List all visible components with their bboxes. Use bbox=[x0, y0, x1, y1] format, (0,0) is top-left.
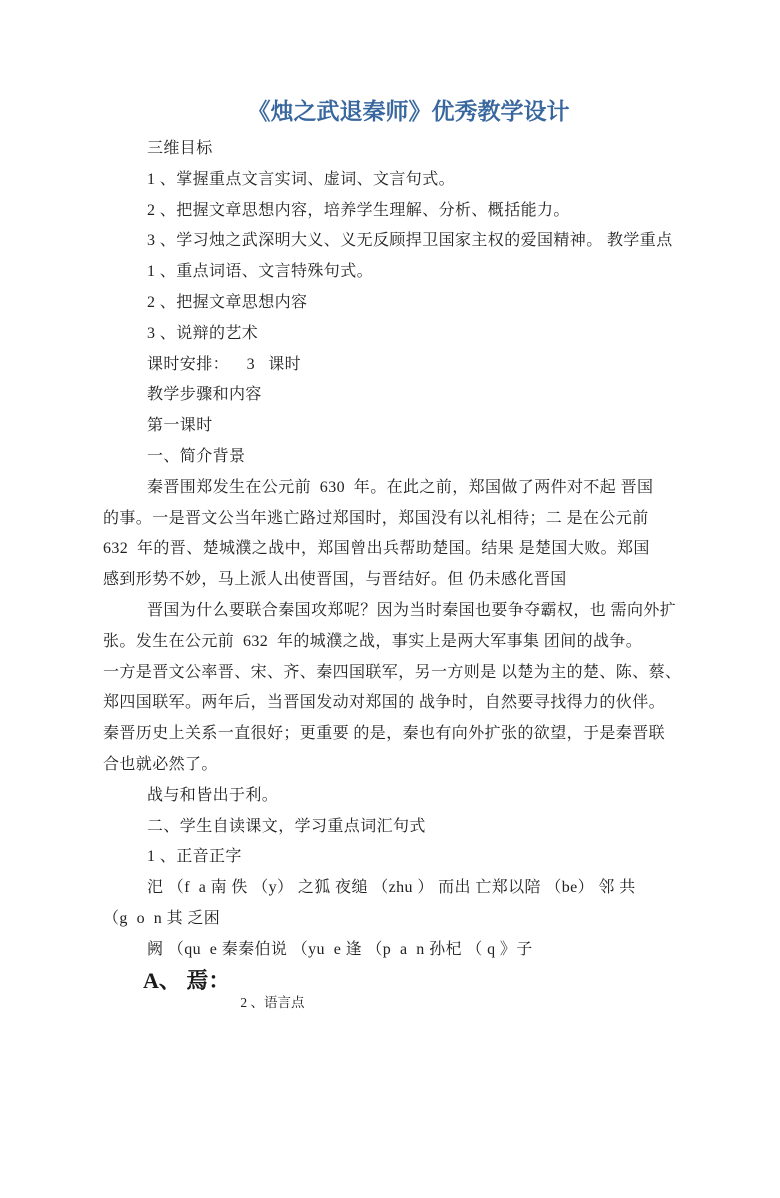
document-title: 《烛之武退秦师》优秀教学设计 bbox=[247, 99, 570, 124]
text-line: 1 、正音正字 bbox=[147, 848, 242, 866]
text-line: 课时安排： 3 课时 bbox=[147, 355, 302, 373]
text-line: （g o n 其 乏困 bbox=[103, 909, 221, 927]
text-line: 1 、掌握重点文言实词、虚词、文言句式。 bbox=[147, 170, 456, 188]
inline-formula-text: A、 焉： bbox=[143, 967, 231, 993]
text-line: 一方是晋文公率晋、宋、齐、秦四国联军，另一方则是 以楚为主的楚、陈、蔡、 bbox=[103, 663, 682, 681]
document-page bbox=[0, 95, 780, 1198]
text-line: 晋国为什么要联合秦国攻郑呢？因为当时秦国也要争夺霸权，也 需向外扩 bbox=[147, 601, 677, 619]
text-line: 2 、把握文章思想内容 bbox=[147, 293, 308, 311]
text-line: 教学步骤和内容 bbox=[147, 386, 262, 404]
text-line: 第一课时 bbox=[147, 417, 213, 435]
text-line: 秦晋围郑发生在公元前 630 年。在此之前，郑国做了两件对不起 晋国 bbox=[147, 478, 654, 496]
text-line: 阙 （qu e 秦秦伯说 （yu e 逢 （p a n 孙杞 （ q 》子 bbox=[147, 940, 533, 958]
text-line: 三维目标 bbox=[147, 140, 213, 157]
text-line: 的事。一是晋文公当年逃亡路过郑国时，郑国没有以礼相待；二 是在公元前 bbox=[103, 509, 649, 527]
text-line: 2 、把握文章思想内容，培养学生理解、分析、概括能力。 bbox=[147, 201, 570, 219]
text-line: 3 、学习烛之武深明大义、义无反顾捍卫国家主权的爱国精神。 教学重点 bbox=[147, 232, 673, 250]
language-points-label: 2 、语言点 bbox=[240, 994, 305, 1010]
text-line: 秦晋历史上关系一直很好；更重要 的是，秦也有向外扩张的欲望，于是秦晋联 bbox=[103, 725, 666, 743]
text-line: 一、简介背景 bbox=[147, 447, 246, 465]
text-line: 632 年的晋、楚城濮之战中，郑国曾出兵帮助楚国。结果 是楚国大败。郑国 bbox=[103, 540, 650, 558]
text-line: 合也就必然了。 bbox=[103, 755, 218, 773]
text-line: 感到形势不妙，马上派人出使晋国，与晋结好。但 仍未感化晋国 bbox=[103, 571, 567, 589]
document-body bbox=[103, 134, 703, 966]
text-line: 战与和皆出于利。 bbox=[147, 786, 279, 804]
text-line: 汜 （f a 南 佚 （y） 之狐 夜缒 （zhu ） 而出 亡郑以陪 （be） 邻 共 bbox=[147, 879, 636, 897]
text-line: 郑四国联军。两年后，当晋国发动对郑国的 战争时，自然要寻找得力的伙伴。 bbox=[103, 694, 666, 712]
text-line: 3 、说辩的艺术 bbox=[147, 324, 259, 342]
text-line: 1 、重点词语、文言特殊句式。 bbox=[147, 263, 374, 281]
text-line: 张。发生在公元前 632 年的城濮之战，事实上是两大军事集 团间的战争。 bbox=[103, 632, 643, 650]
text-line: 二、学生自读课文，学习重点词汇句式 bbox=[147, 817, 426, 835]
formula-row bbox=[103, 969, 780, 1011]
